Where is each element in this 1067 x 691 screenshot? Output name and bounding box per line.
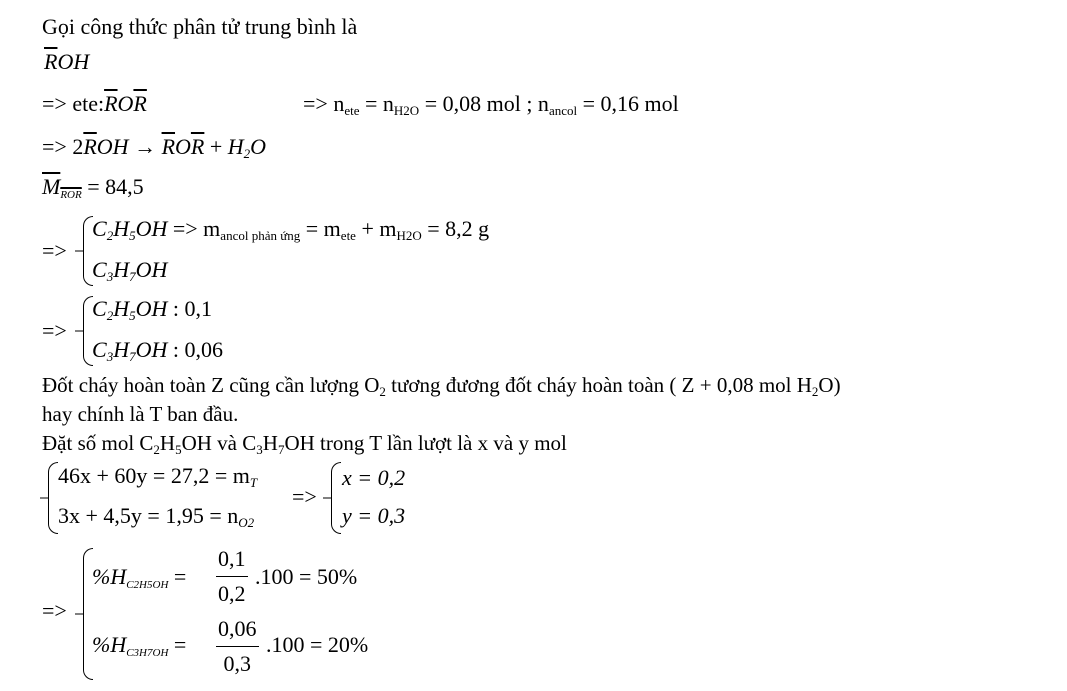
set-d: H: [262, 431, 278, 455]
fraction-2-num: 0,06: [218, 616, 257, 641]
mass-sub2: ete: [340, 228, 356, 243]
reaction-r1: $\overline{R}$: [161, 134, 176, 159]
mol-rel-c: = 0,08 mol ; n: [419, 91, 549, 116]
equation-row2: [58, 503, 255, 530]
eq1-sub: T: [249, 475, 258, 490]
s1r1-s2: 5: [129, 228, 136, 243]
final-row1-tail: .100 = 50%: [255, 564, 358, 589]
f2-sub: C3H7OH: [126, 647, 169, 659]
s2r1-c: OH: [135, 296, 168, 321]
s1r2-b: H: [113, 257, 130, 282]
mass-sub1: ancol phản ứng: [220, 228, 301, 243]
ete-prefix: => ete:: [42, 91, 105, 116]
comb-a: Đốt cháy hoàn toàn Z cũng cần lượng O: [42, 373, 380, 397]
f2-lhs: %H: [92, 632, 127, 657]
mol-rel-b: = n: [359, 91, 394, 116]
ete-line: [42, 93, 147, 115]
fraction-1-den: 0,2: [216, 576, 248, 607]
eq2-sub: O2: [238, 515, 255, 530]
fraction-1: [216, 546, 248, 607]
average-formula: [44, 51, 89, 73]
solution-x: x = 0,2: [342, 465, 406, 490]
oh-group: OH: [57, 49, 90, 74]
comb-c: O): [818, 373, 841, 397]
water-o: O: [250, 134, 267, 159]
ete-r1: $\overline{R}$: [104, 91, 118, 116]
fraction-2: [216, 616, 259, 677]
final-row2-tail: .100 = 20%: [266, 632, 369, 657]
set-s4: 7: [277, 442, 285, 457]
mass-a: => m: [167, 216, 221, 241]
mass-b: = m: [300, 216, 341, 241]
molar-mass-sub: ROR: [60, 189, 82, 201]
eq1-text: 46x + 60y = 27,2 = m: [58, 463, 250, 488]
equation-brace-right: [331, 462, 341, 534]
s2r2-c: OH: [135, 337, 168, 362]
s1r1-b: H: [113, 216, 130, 241]
set-a: Đặt số mol C: [42, 431, 154, 455]
mass-sub3: H2O: [396, 228, 422, 243]
ete-formula: [104, 91, 147, 116]
set-s1: 2: [153, 442, 160, 457]
system1-row1: [92, 216, 490, 243]
s2r1-s1: 2: [106, 308, 114, 323]
s2r1-tail: : 0,1: [167, 296, 212, 321]
s2r2-tail: : 0,06: [167, 337, 223, 362]
final-row1-lhs: [92, 564, 187, 591]
s1r1-c: OH: [135, 216, 168, 241]
reaction-o: O: [175, 134, 191, 159]
water-h-sub: 2: [243, 146, 251, 161]
eq2-text: 3x + 4,5y = 1,95 = n: [58, 503, 239, 528]
reaction-prefix: => 2: [42, 134, 84, 159]
mass-c: + m: [355, 216, 397, 241]
s2r2-b: H: [113, 337, 130, 362]
molar-mass-symbol: [42, 174, 82, 201]
equation-arrow: =>: [292, 484, 317, 509]
s2r1-a: C: [92, 296, 107, 321]
water-h: H: [227, 134, 244, 159]
s1r2-a: C: [92, 257, 107, 282]
system1-prefix: =>: [42, 238, 67, 263]
system2-row2: [92, 337, 223, 364]
s1r1-a: C: [92, 216, 107, 241]
combustion-text: [42, 373, 841, 399]
s2r1-s2: 5: [129, 308, 136, 323]
s1r1-s1: 2: [106, 228, 114, 243]
f1-sub: C2H5OH: [126, 579, 169, 591]
initial-t-text: hay chính là T ban đầu.: [42, 402, 239, 426]
comb-sub1: 2: [379, 384, 386, 399]
fraction-2-den: 0,3: [216, 646, 259, 677]
reaction-oh: OH: [96, 134, 129, 159]
f1-lhs: %H: [92, 564, 127, 589]
s1r2-s2: 7: [129, 269, 136, 284]
ete-r2: $\overline{R}$: [133, 91, 147, 116]
solution-y: y = 0,3: [342, 503, 406, 528]
set-e: OH trong T lần lượt là x và y mol: [284, 431, 567, 455]
system2-row1: [92, 296, 212, 323]
s2r2-a: C: [92, 337, 107, 362]
s2r1-b: H: [113, 296, 130, 321]
s2r2-s2: 7: [129, 349, 136, 364]
mol-relation: [303, 91, 679, 118]
set-b: H: [159, 431, 176, 455]
molar-mass-line: [42, 174, 144, 201]
mass-d: = 8,2 g: [421, 216, 490, 241]
final-row2-lhs: [92, 632, 187, 659]
equation-row1: [58, 463, 258, 490]
mol-sub-ancol: ancol: [548, 103, 578, 118]
mol-rel-d: = 0,16 mol: [577, 91, 679, 116]
s2r2-s1: 3: [106, 349, 114, 364]
mol-sub-ete: ete: [344, 103, 360, 118]
system2-prefix: =>: [42, 318, 67, 343]
reaction-r: $\overline{R}$: [83, 134, 97, 159]
s1r2-c: OH: [135, 257, 168, 282]
mol-sub-h2o: H2O: [393, 103, 420, 118]
reaction-line: [42, 134, 267, 161]
mol-rel-a: => n: [303, 91, 345, 116]
comb-b: tương đương đốt cháy hoàn toàn ( Z + 0,08 mol H: [385, 373, 812, 397]
system1-row2: [92, 257, 168, 284]
s1r2-s1: 3: [106, 269, 114, 284]
reaction-plus: +: [209, 134, 228, 159]
final-prefix: =>: [42, 598, 67, 623]
set-variables-text: [42, 431, 567, 457]
intro-line: Gọi công thức phân tử trung bình là: [42, 14, 358, 39]
reaction-r2: $\overline{R}$: [190, 134, 205, 159]
f2-eq: =: [168, 632, 187, 657]
molar-mass-m: M: [42, 174, 61, 199]
reaction-arrow: →: [134, 134, 157, 159]
equation-brace-left: [48, 462, 58, 534]
ete-o: O: [117, 91, 134, 116]
r-bar: $\overline{R}$: [44, 49, 58, 74]
set-c: OH và C: [181, 431, 257, 455]
set-s3: 3: [256, 442, 263, 457]
fraction-1-num: 0,1: [218, 546, 246, 571]
molar-mass-value: = 84,5: [81, 174, 144, 199]
f1-eq: =: [168, 564, 187, 589]
set-s2: 5: [175, 442, 182, 457]
comb-sub2: 2: [811, 384, 819, 399]
